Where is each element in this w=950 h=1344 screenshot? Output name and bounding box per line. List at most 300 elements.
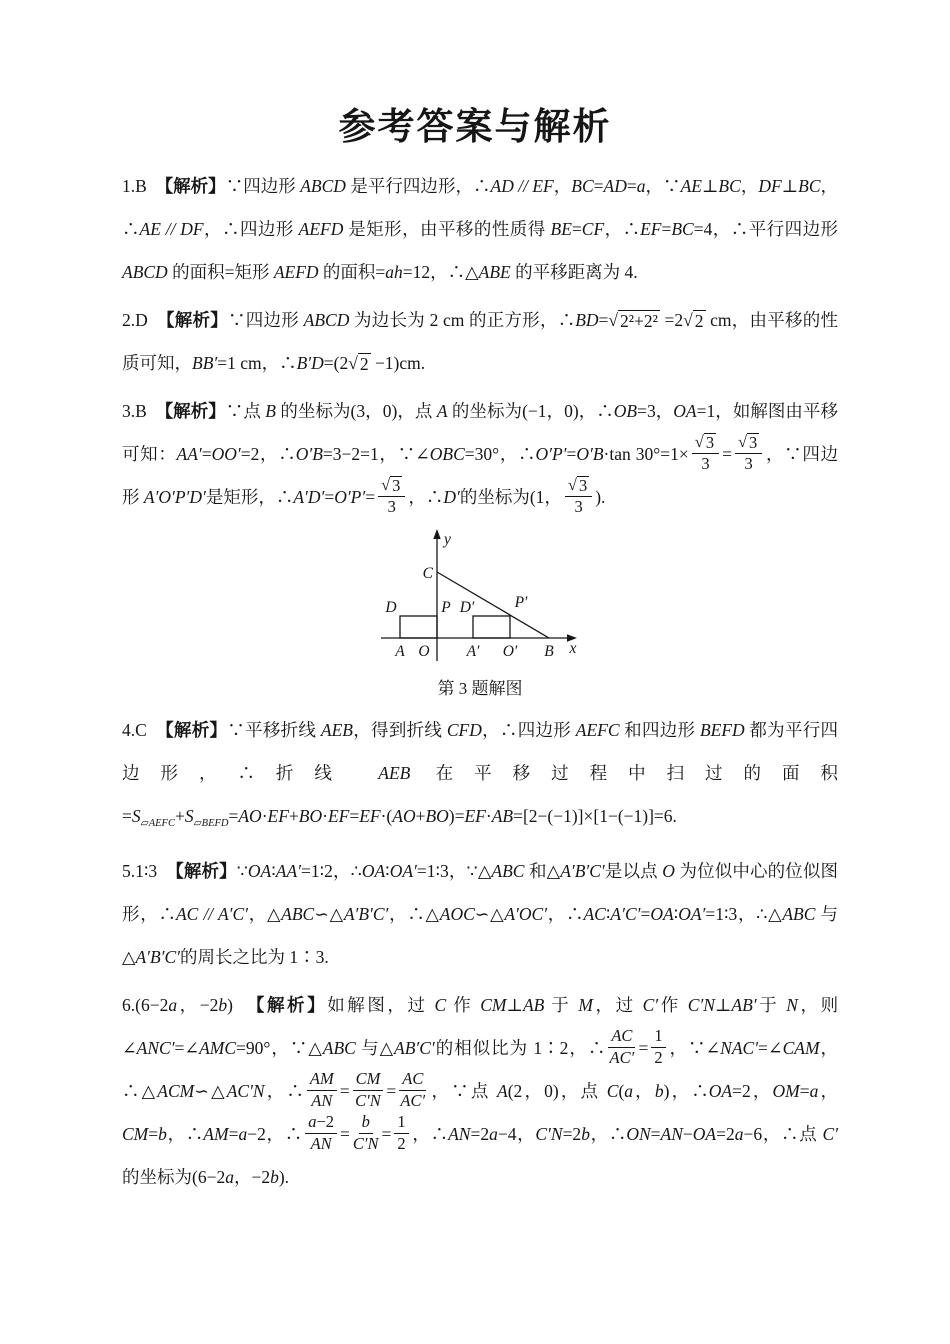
- text: 的平移距离为 4.: [510, 261, 638, 282]
- text: ∵: [236, 860, 248, 881]
- radical: √ 2: [348, 352, 369, 374]
- text: 在平移过程中扫过的面积=: [122, 762, 839, 826]
- text: =90°，∵△: [236, 1037, 323, 1058]
- text: =: [626, 175, 637, 196]
- text: 为位似中心的位似图形，∴: [122, 860, 838, 924]
- math-text: ABE: [478, 261, 511, 282]
- analysis-label: 【解析】: [164, 719, 228, 740]
- text: 作: [658, 994, 688, 1015]
- text: 于: [544, 994, 579, 1015]
- math-text: EF: [267, 805, 289, 826]
- math-text: AO: [392, 805, 416, 826]
- text: =: [799, 1080, 810, 1101]
- text: −1)cm.: [370, 352, 426, 373]
- text: =30°，∴: [464, 443, 536, 464]
- text: ·: [261, 805, 268, 826]
- text: ，∴: [411, 1123, 449, 1144]
- text: ⊥: [506, 994, 523, 1015]
- math-text: CAM: [782, 1037, 820, 1058]
- text: 为边长为 2 cm 的正方形，∴: [349, 309, 576, 330]
- math-text: AB′: [731, 994, 757, 1015]
- math-text: a: [238, 1123, 248, 1144]
- radical: √ 3: [737, 431, 758, 452]
- math-text: EF: [464, 805, 486, 826]
- text: =4，∴平行四边形: [693, 218, 839, 239]
- text: ，∴: [589, 1123, 627, 1144]
- text: ).: [595, 486, 606, 507]
- math-text: C′N: [687, 994, 715, 1015]
- fraction: [307, 1070, 337, 1111]
- math-text: ON: [626, 1123, 651, 1144]
- math-text: AOC: [439, 903, 475, 924]
- math-text: AEFD: [273, 261, 319, 282]
- text: =: [349, 805, 360, 826]
- fraction: [378, 476, 405, 517]
- math-text: S: [131, 805, 141, 826]
- text: ，∴△: [122, 1037, 839, 1101]
- math-text: OA′: [678, 903, 706, 924]
- text: ，: [740, 175, 759, 196]
- text: =1，如解图由平移可知：: [122, 400, 839, 464]
- label-point-O: O: [418, 642, 430, 660]
- math-text: ABC: [782, 903, 816, 924]
- math-text: C′N: [355, 1091, 381, 1111]
- text: =: [650, 1123, 661, 1144]
- text: ∽△: [314, 903, 344, 924]
- text: ∶: [385, 860, 390, 881]
- math-text: OO′: [211, 443, 241, 464]
- text: 的坐标为(1，: [459, 486, 562, 507]
- text: =: [571, 218, 582, 239]
- text: 和△: [524, 860, 561, 881]
- math-text: NAC′: [720, 1037, 759, 1058]
- math-text: AM: [203, 1123, 229, 1144]
- math-text: AC: [611, 1026, 633, 1046]
- text: ，: [553, 175, 572, 196]
- math-text: a: [489, 1123, 498, 1144]
- math-text: A′B′C′: [135, 946, 181, 967]
- text: 1: [654, 1026, 663, 1046]
- math-text: CF: [581, 218, 605, 239]
- math-text: C′N: [352, 1134, 379, 1154]
- fraction: [353, 1113, 379, 1154]
- text: +: [174, 805, 185, 826]
- math-text: a: [809, 1080, 819, 1101]
- math-text: OA′: [389, 860, 417, 881]
- text: ，∴四边形: [481, 719, 576, 740]
- text: =12，∴△: [402, 261, 479, 282]
- math-text: a: [225, 1166, 234, 1187]
- problem-3: [122, 390, 838, 519]
- text: ，过: [592, 994, 643, 1015]
- math-text: AC′: [400, 1091, 426, 1111]
- fraction: [394, 1113, 408, 1154]
- text: −4，: [497, 1123, 536, 1144]
- page-title: 参考答案与解析: [338, 106, 612, 147]
- label-point-Ap: A′: [466, 642, 480, 660]
- analysis-label: 【解析】: [164, 400, 226, 421]
- math-text: AD: [603, 175, 627, 196]
- math-text: b: [218, 994, 228, 1015]
- text: ⊥: [714, 994, 732, 1015]
- text: ，∵: [645, 175, 681, 196]
- math-text: b: [654, 1080, 664, 1101]
- figure-caption: 第 3 题解图: [437, 678, 523, 698]
- math-text: A′D′: [293, 486, 325, 507]
- rect-DpApOpPp: [473, 616, 510, 638]
- text: 3: [387, 497, 396, 517]
- math-text: BO: [298, 805, 323, 826]
- text: ，∴: [264, 1080, 304, 1101]
- text: ，∴△: [388, 903, 440, 924]
- text: =: [722, 443, 732, 464]
- problem-6: [122, 984, 838, 1199]
- radical: √ 3: [381, 474, 401, 495]
- math-text: C′: [642, 994, 659, 1015]
- math-text: AB′C′: [394, 1037, 435, 1058]
- math-text: C: [606, 1080, 619, 1101]
- label-point-D: D: [385, 598, 397, 616]
- text: 于: [756, 994, 787, 1015]
- text: ⊥: [701, 175, 719, 196]
- text: 3: [701, 454, 710, 474]
- math-text: ah: [385, 261, 403, 282]
- math-text: b: [158, 1123, 167, 1144]
- math-text: BE: [550, 218, 572, 239]
- text: 是以点: [604, 860, 663, 881]
- text: =: [228, 805, 239, 826]
- math-text: OA: [692, 1123, 717, 1144]
- math-text: b: [581, 1123, 590, 1144]
- text: 如解图，过: [327, 994, 435, 1015]
- radical: √ 2: [683, 309, 704, 331]
- math-text: EF: [327, 805, 350, 826]
- label-y-axis: y: [444, 530, 451, 548]
- math-text: AC // A′C′: [175, 903, 248, 924]
- math-text: CM: [355, 1069, 381, 1089]
- math-text: AN: [310, 1134, 332, 1154]
- math-text: ABC: [491, 860, 525, 881]
- math-text: O: [662, 860, 675, 881]
- text: =: [340, 1123, 350, 1144]
- text: 3: [744, 454, 753, 474]
- text: 和四边形: [619, 719, 700, 740]
- label-point-Pp: P′: [514, 593, 528, 611]
- math-text: BEFD: [699, 719, 745, 740]
- text: ∶: [673, 903, 679, 924]
- text: =: [324, 486, 335, 507]
- text: −: [682, 1123, 693, 1144]
- text: )，∴: [663, 1080, 709, 1101]
- radical: √ 2²+2²: [608, 309, 658, 331]
- math-text: AB: [491, 805, 514, 826]
- subscript-text: ▱BEFD: [193, 817, 229, 829]
- text: =: [598, 309, 609, 330]
- text: ): [227, 994, 256, 1015]
- text: 1.B: [122, 175, 165, 196]
- math-text: N: [786, 994, 798, 1015]
- math-text: ABCD: [303, 309, 350, 330]
- text: ).: [278, 1166, 290, 1187]
- math-text: ABC: [281, 903, 315, 924]
- math-text: AA′: [275, 860, 301, 881]
- segment-CB: [437, 572, 549, 638]
- text: =∠: [174, 1037, 200, 1058]
- math-text: A′OC′: [504, 903, 548, 924]
- math-text: CFD: [446, 719, 482, 740]
- text: 的坐标为(6−2: [122, 1166, 226, 1187]
- text: )=: [448, 805, 465, 826]
- text: =2: [659, 309, 684, 330]
- math-text: OA: [650, 903, 674, 924]
- math-text: AB: [522, 994, 545, 1015]
- text: cm，由平移的性质可知，: [122, 309, 839, 373]
- text: 3: [574, 497, 583, 517]
- text: =[2−(−1)]×[1−(−1)]=6.: [513, 805, 677, 826]
- text: +: [288, 805, 299, 826]
- math-text: BO: [425, 805, 449, 826]
- math-text: C′N: [535, 1123, 563, 1144]
- math-text: A′O′P′D′: [143, 486, 206, 507]
- math-text: ABCD: [300, 175, 346, 196]
- math-text: D′: [443, 486, 460, 507]
- text: 的面积=矩形: [167, 261, 274, 282]
- text: =2，: [732, 1080, 773, 1101]
- text: ∶: [605, 903, 611, 924]
- text: =1 cm，∴: [217, 352, 297, 373]
- text: =: [201, 443, 212, 464]
- text: 4.C: [122, 719, 165, 740]
- fraction: [399, 1070, 426, 1111]
- text: (2，0)，点: [507, 1080, 607, 1101]
- math-text: b: [361, 1112, 370, 1132]
- text: =2: [470, 1123, 490, 1144]
- text: =: [339, 1080, 350, 1101]
- math-text: BC: [718, 175, 741, 196]
- math-text: BB′: [192, 352, 218, 373]
- math-text: AEB: [320, 719, 353, 740]
- math-text: OB: [613, 400, 638, 421]
- math-text: BC: [671, 218, 694, 239]
- text: −2，∴: [247, 1123, 303, 1144]
- text: ，∵点: [429, 1080, 498, 1101]
- math-text: a: [168, 994, 178, 1015]
- text: −2: [316, 1112, 335, 1132]
- fraction: [651, 1027, 665, 1068]
- math-text: AA′: [176, 443, 202, 464]
- text: ∵四边形: [225, 175, 301, 196]
- rect-DAOP: [400, 616, 437, 638]
- text: ∵四边形: [228, 309, 304, 330]
- text: =∠: [758, 1037, 783, 1058]
- text: =: [148, 1123, 159, 1144]
- math-text: O′P′: [535, 443, 567, 464]
- text: 作: [446, 994, 481, 1015]
- text: ，−2: [177, 994, 219, 1015]
- text: −6，∴点: [743, 1123, 823, 1144]
- text: 2: [654, 1048, 663, 1068]
- text: =: [661, 218, 672, 239]
- text: 的面积=: [318, 261, 386, 282]
- math-text: AE: [680, 175, 702, 196]
- fraction: [565, 476, 592, 517]
- math-text: ABCD: [122, 261, 168, 282]
- math-text: O′B: [295, 443, 323, 464]
- text: =: [593, 175, 604, 196]
- text: ∽△: [194, 1080, 227, 1101]
- text: 2.D: [122, 309, 166, 330]
- text: 2: [397, 1134, 406, 1154]
- text: =: [381, 1123, 392, 1144]
- math-text: OA: [673, 400, 697, 421]
- text: 是平行四边形，∴: [345, 175, 491, 196]
- text: =1∶3，∴△: [705, 903, 783, 924]
- math-text: OA: [708, 1080, 733, 1101]
- analysis-label: 【解析】: [165, 309, 229, 330]
- text: 与△: [122, 903, 838, 967]
- math-text: AE // DF: [139, 218, 204, 239]
- text: ，△: [247, 903, 282, 924]
- math-text: O′B: [576, 443, 604, 464]
- text: =: [640, 903, 651, 924]
- math-text: EF: [359, 805, 381, 826]
- radical: √ 3: [567, 474, 588, 495]
- math-text: OM: [772, 1080, 800, 1101]
- math-text: AD // EF: [490, 175, 554, 196]
- math-text: OA: [247, 860, 272, 881]
- text: ∽△: [474, 903, 505, 924]
- math-text: A′C′: [610, 903, 641, 924]
- fraction: [608, 1027, 635, 1068]
- text: ，: [818, 1080, 839, 1101]
- text: ，∴: [604, 218, 641, 239]
- math-text: AC: [402, 1069, 424, 1089]
- text: 的周长之比为 1∶3.: [180, 946, 329, 967]
- text: ，∴: [166, 1123, 204, 1144]
- text: ，: [633, 1080, 655, 1101]
- text: =3−2=1，∵∠: [322, 443, 430, 464]
- math-text: A: [497, 1080, 508, 1101]
- analysis-label: 【解析】: [174, 860, 237, 881]
- text: ，∵四边形: [122, 443, 838, 507]
- math-text: AN: [448, 1123, 471, 1144]
- text: ，∵∠: [668, 1037, 721, 1058]
- math-text: a: [636, 175, 646, 196]
- math-text: M: [578, 994, 593, 1015]
- text: 与△: [355, 1037, 395, 1058]
- text: ∶: [271, 860, 276, 881]
- math-text: a: [624, 1080, 634, 1101]
- text: ⊥: [781, 175, 799, 196]
- text: =2，∴: [240, 443, 296, 464]
- math-text: S: [184, 805, 194, 826]
- label-x-axis: x: [569, 639, 577, 657]
- math-text: CM: [122, 1123, 149, 1144]
- text: 5.1∶3: [122, 860, 175, 881]
- text: 的坐标为(3，0)，点: [275, 400, 437, 421]
- math-text: a: [308, 1112, 317, 1132]
- subscript-text: ▱AEFC: [140, 817, 175, 829]
- math-text: AEB: [378, 762, 411, 783]
- math-text: BD: [575, 309, 599, 330]
- text: =: [365, 486, 376, 507]
- math-text: O′P′: [334, 486, 366, 507]
- problem-4: [122, 709, 838, 845]
- text: 的相似比为 1∶2，∴: [434, 1037, 606, 1058]
- label-point-Dp: D′: [459, 598, 475, 616]
- fraction: [305, 1113, 337, 1154]
- label-point-Op: O′: [502, 642, 518, 660]
- text: +: [415, 805, 426, 826]
- text: =2: [716, 1123, 735, 1144]
- text: 3.B: [122, 400, 165, 421]
- math-text: A: [436, 400, 448, 421]
- radical: √ 3: [694, 431, 715, 452]
- content: [122, 165, 838, 1199]
- text: 是矩形，由平移的性质得: [343, 218, 551, 239]
- fraction: [692, 433, 719, 474]
- math-text: AN: [660, 1123, 683, 1144]
- math-text: AO: [238, 805, 262, 826]
- math-text: AEFC: [575, 719, 620, 740]
- analysis-label: 【解析】: [164, 175, 226, 196]
- text: 都为平行四边形，∴折线: [122, 719, 839, 783]
- math-text: AN: [311, 1091, 333, 1111]
- text: =1∶3，∵△: [416, 860, 492, 881]
- math-text: B′D: [296, 352, 324, 373]
- fraction: [735, 433, 762, 474]
- text: ，得到折线: [352, 719, 447, 740]
- math-text: BC: [798, 175, 821, 196]
- math-text: ABC: [322, 1037, 356, 1058]
- problem-1: [122, 165, 838, 294]
- label-point-B: B: [544, 642, 554, 660]
- text: 是矩形，∴: [205, 486, 294, 507]
- math-text: ACM: [157, 1080, 195, 1101]
- text: ∵点: [225, 400, 266, 421]
- math-text: AC′N: [226, 1080, 265, 1101]
- math-text: EF: [640, 218, 662, 239]
- text: ·: [322, 805, 328, 826]
- math-text: CM: [480, 994, 507, 1015]
- text: =: [638, 1037, 649, 1058]
- text: =3，: [637, 400, 674, 421]
- text: ，∴: [122, 175, 839, 239]
- y-axis-arrow: [433, 529, 440, 539]
- math-text: a: [734, 1123, 744, 1144]
- label-point-A: A: [395, 642, 405, 660]
- text: ，则∠: [122, 994, 839, 1058]
- figure-question-3: [122, 527, 838, 704]
- math-text: AMC: [199, 1037, 237, 1058]
- text: 1: [397, 1112, 406, 1132]
- math-text: ANC′: [136, 1037, 175, 1058]
- label-point-P: P: [441, 598, 451, 616]
- math-text: A′B′C′: [560, 860, 605, 881]
- text: =: [386, 1080, 397, 1101]
- text: 的坐标为(−1，0)，∴: [447, 400, 614, 421]
- text: ，∴: [408, 486, 444, 507]
- text: ，∴四边形: [203, 218, 299, 239]
- fraction: [353, 1070, 384, 1111]
- text: ·tan 30°=1×: [603, 443, 689, 464]
- math-text: C′: [822, 1123, 839, 1144]
- text: ，∴: [547, 903, 584, 924]
- math-text: OBC: [429, 443, 465, 464]
- math-text: BC: [571, 175, 594, 196]
- text: ·(: [380, 805, 393, 826]
- text: ·: [485, 805, 492, 826]
